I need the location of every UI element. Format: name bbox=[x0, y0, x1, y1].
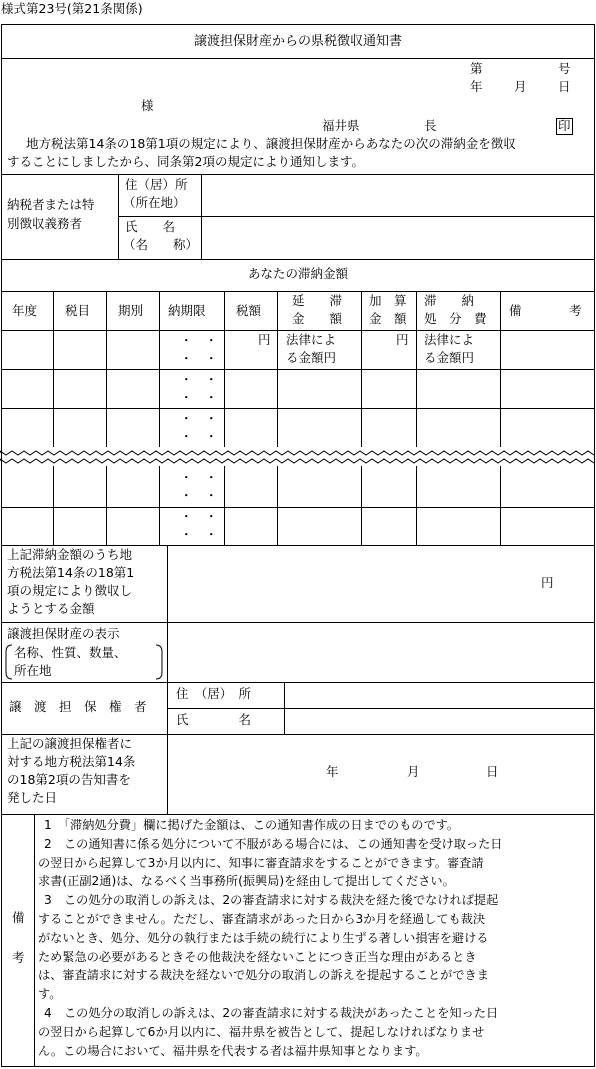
remarks-line: す。 bbox=[38, 987, 62, 1002]
remarks-line: がないとき、処分、処分の執行または手続の続行により生ずる著しい損害を避ける bbox=[38, 930, 489, 945]
notice-hi: 日 bbox=[486, 764, 499, 779]
disposal-note-1: 法律によ bbox=[424, 332, 475, 347]
date-dots: ・ ・ bbox=[180, 509, 218, 524]
remarks-label-2: 考 bbox=[12, 950, 25, 965]
notice-nen: 年 bbox=[326, 764, 339, 779]
date-dots: ・ ・ bbox=[180, 351, 218, 366]
form-title: 譲渡担保財産からの県税徴収通知書 bbox=[193, 34, 402, 49]
holder-label: 譲 渡 担 保 権 者 bbox=[9, 699, 147, 714]
notice-label-4: 発した日 bbox=[7, 790, 58, 805]
col-delay-2: 金 額 bbox=[292, 311, 343, 326]
addressee-sama: 様 bbox=[141, 98, 154, 113]
taxpayer-label-2: 別徴収義務者 bbox=[7, 216, 83, 231]
col-disposal-2: 処 分 費 bbox=[424, 311, 487, 326]
property-label-3: 所在地 bbox=[14, 663, 52, 678]
address-label-1: 住（居）所 bbox=[125, 177, 188, 192]
name-label-1: 氏 名 bbox=[125, 219, 176, 234]
collect-label-1: 上記滞納金額のうち地 bbox=[7, 547, 133, 562]
col-tax-amount: 税額 bbox=[236, 303, 262, 318]
col-remarks-2: 考 bbox=[569, 303, 582, 318]
remarks-line: ため緊急の必要があるときその他裁決を経ないことにつき正当な理由があるとき bbox=[38, 949, 477, 964]
property-label-2: 名称、性質、数量、 bbox=[14, 645, 127, 660]
notice-label-2: 対する地方税法第14条 bbox=[7, 754, 136, 769]
notice-label-3: の18第2項の告知書を bbox=[7, 772, 131, 787]
date-dots: ・ ・ bbox=[180, 470, 218, 485]
issuer-prefecture: 福井県 bbox=[322, 118, 360, 133]
table-break-wave bbox=[0, 446, 596, 468]
tax-yen: 円 bbox=[258, 332, 271, 347]
col-add-2: 金 額 bbox=[369, 311, 407, 326]
remarks-line: の翌日から起算して6か月以内に、福井県を被告として、提起しなければなりませ bbox=[38, 1024, 485, 1039]
date-tsuki: 月 bbox=[514, 79, 527, 94]
remarks-line: 2 この通知書に係る処分について不服がある場合には、この通知書を受け取った日 bbox=[44, 836, 503, 851]
date-dots: ・ ・ bbox=[180, 488, 218, 503]
remarks-line: 1 「滞納処分費」欄に掲げた金額は、この通知書作成の日までのものです。 bbox=[44, 818, 460, 832]
seal-mark: 印 bbox=[558, 118, 571, 133]
form-reference: 様式第23号(第21条関係) bbox=[1, 1, 143, 16]
remarks-line: することができません。ただし、審査請求があった日から3か月を経過しても裁決 bbox=[38, 912, 486, 926]
col-disposal-1: 滞 納 bbox=[424, 293, 475, 308]
remarks-line: は、審査請求に対する裁決を経ないで処分の取消しの訴えを提起することができま bbox=[38, 968, 489, 983]
taxpayer-label-1: 納税者または特 bbox=[7, 197, 95, 212]
intro-line-2: することにしましたから、同条第2項の規定により通知します。 bbox=[7, 154, 364, 169]
remarks-line: 求書(正副2通)は、なるべく当事務所(振興局)を経由して提出してください。 bbox=[38, 874, 455, 889]
remarks-line: ん。この場合において、福井県を代表する者は福井県知事となります。 bbox=[38, 1043, 428, 1058]
remarks-line: の翌日から起算して3か月以内に、知事に審査請求をすることができます。審査請 bbox=[38, 855, 484, 870]
remarks-line: 4 この処分の取消しの訴えは、2の審査請求に対する裁決があったことを知った日 bbox=[44, 1006, 499, 1020]
delay-note-1: 法律によ bbox=[286, 332, 337, 347]
number-go: 号 bbox=[558, 61, 571, 76]
col-remarks-1: 備 bbox=[509, 303, 522, 318]
date-nen: 年 bbox=[470, 79, 483, 94]
collect-label-2: 方税法第14条の18第1 bbox=[7, 565, 135, 580]
date-dots: ・ ・ bbox=[180, 333, 218, 348]
col-year: 年度 bbox=[12, 303, 38, 318]
remarks-label-1: 備 bbox=[12, 910, 25, 925]
collect-label-3: 項の規定により徴収し bbox=[7, 583, 133, 598]
col-tax-item: 税目 bbox=[65, 303, 91, 318]
issuer-cho: 長 bbox=[424, 118, 437, 133]
notice-tsuki: 月 bbox=[407, 764, 420, 779]
col-add-1: 加 算 bbox=[369, 293, 407, 308]
notice-label-1: 上記の譲渡担保権者に bbox=[7, 736, 133, 751]
number-dai: 第 bbox=[470, 61, 483, 76]
date-dots: ・ ・ bbox=[180, 527, 218, 542]
date-dots: ・ ・ bbox=[180, 411, 218, 426]
intro-line-1: 地方税法第14条の18第1項の規定により、譲渡担保財産からあなたの次の滞納金を徴収 bbox=[26, 136, 516, 151]
arrears-heading: あなたの滞納金額 bbox=[247, 266, 348, 281]
remarks-line: 3 この処分の取消しの訴えは、2の審査請求に対する裁決を経た後でなければ提起 bbox=[44, 893, 499, 908]
collect-yen: 円 bbox=[541, 575, 554, 590]
col-due-date: 納期限 bbox=[168, 303, 206, 318]
add-yen: 円 bbox=[396, 332, 409, 347]
name-label-2: （名 称） bbox=[123, 237, 199, 252]
date-dots: ・ ・ bbox=[180, 429, 218, 444]
holder-name-label: 氏 名 bbox=[176, 712, 252, 727]
date-dots: ・ ・ bbox=[180, 372, 218, 387]
date-hi: 日 bbox=[558, 79, 571, 94]
disposal-note-2: る金額円 bbox=[424, 350, 475, 365]
property-label-1: 譲渡担保財産の表示 bbox=[7, 626, 120, 641]
collect-label-4: ようとする金額 bbox=[7, 601, 95, 616]
address-label-2: （所在地） bbox=[123, 195, 186, 210]
col-delay-1: 延 滞 bbox=[292, 293, 343, 308]
date-dots: ・ ・ bbox=[180, 390, 218, 405]
col-period: 期別 bbox=[118, 303, 144, 318]
delay-note-2: る金額円 bbox=[286, 350, 337, 365]
holder-address-label: 住 （居） 所 bbox=[176, 686, 252, 701]
